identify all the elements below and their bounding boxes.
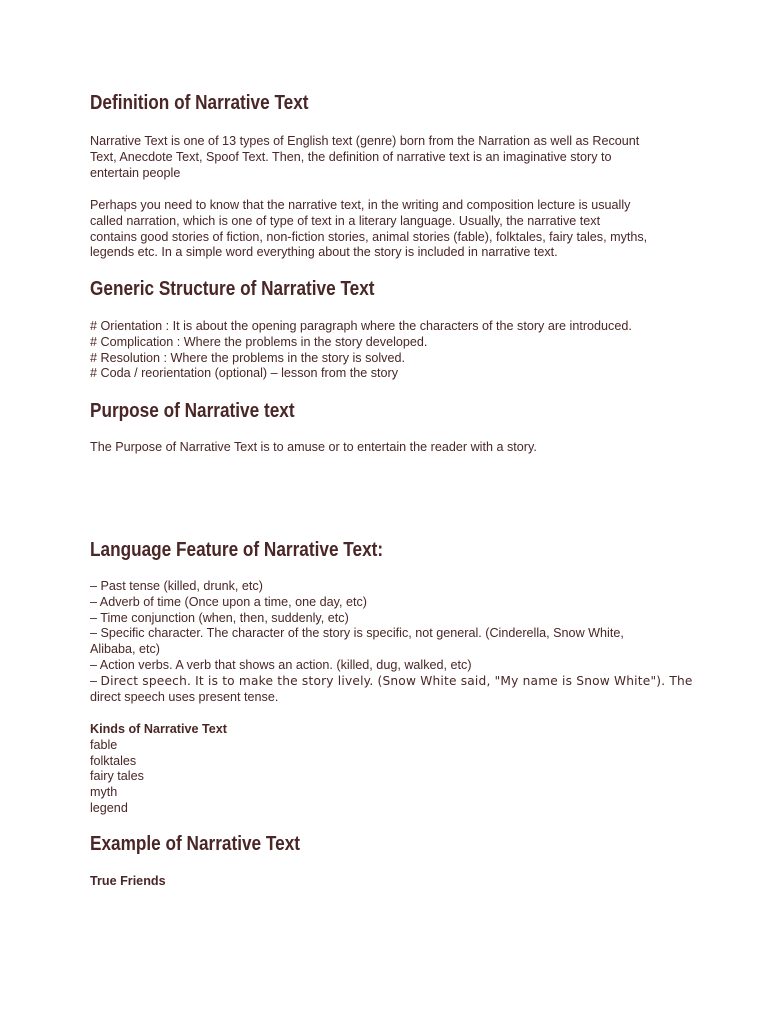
heading-definition: Definition of Narrative Text bbox=[90, 92, 309, 114]
kinds-title: Kinds of Narrative Text bbox=[90, 722, 227, 736]
language-feature-list bbox=[90, 579, 693, 705]
kind-item: myth bbox=[90, 785, 118, 800]
story-title-block bbox=[90, 874, 686, 890]
list-item-direct-speech bbox=[90, 673, 693, 690]
dash-prefix: – bbox=[90, 673, 101, 688]
text-line: called narration, which is one of type of text in a literary language. Usually, the narrative text bbox=[90, 213, 601, 228]
list-item: – Specific character. The character of the story is specific, not general. (Cinderella, Snow White, bbox=[90, 626, 624, 641]
list-item: Alibaba, etc) bbox=[90, 642, 161, 657]
text-line: Text, Anecdote Text, Spoof Text. Then, the definition of narrative text is an imaginative story to bbox=[90, 149, 612, 164]
kind-item: folktales bbox=[90, 753, 137, 768]
kind-item: fairy tales bbox=[90, 769, 144, 784]
text-line: Perhaps you need to know that the narrative text, in the writing and composition lecture is usually bbox=[90, 198, 631, 212]
story-title: True Friends bbox=[90, 874, 166, 888]
text-line: Narrative Text is one of 13 types of English text (genre) born from the Narration as well as Recount bbox=[90, 134, 640, 148]
list-item: – Past tense (killed, drunk, etc) bbox=[90, 579, 263, 593]
kinds-block bbox=[90, 722, 686, 817]
list-item: # Complication : Where the problems in the story developed. bbox=[90, 334, 428, 349]
list-item: – Time conjunction (when, then, suddenly, etc) bbox=[90, 610, 349, 625]
purpose-paragraph bbox=[90, 440, 686, 456]
generic-structure-list bbox=[90, 319, 686, 382]
direct-speech-text: Direct speech. It is to make the story lively. (Snow White said, "My name is Snow White"). The bbox=[100, 673, 693, 688]
kind-item: legend bbox=[90, 800, 128, 815]
list-item: # Orientation : It is about the opening paragraph where the characters of the story are introduced. bbox=[90, 319, 632, 333]
text-line: contains good stories of fiction, non-fiction stories, animal stories (fable), folktales, fairy tales, myths, bbox=[90, 229, 648, 244]
heading-purpose: Purpose of Narrative text bbox=[90, 400, 295, 422]
text-line: legends etc. In a simple word everything about the story is included in narrative text. bbox=[90, 245, 558, 260]
list-item: direct speech uses present tense. bbox=[90, 689, 279, 704]
definition-paragraph-1 bbox=[90, 134, 686, 181]
list-item: – Action verbs. A verb that shows an action. (killed, dug, walked, etc) bbox=[90, 657, 472, 672]
heading-language-feature: Language Feature of Narrative Text: bbox=[90, 539, 384, 561]
list-item: # Resolution : Where the problems in the story is solved. bbox=[90, 350, 405, 365]
definition-paragraph-2 bbox=[90, 198, 686, 261]
text-line: The Purpose of Narrative Text is to amuse or to entertain the reader with a story. bbox=[90, 440, 537, 454]
list-item: – Adverb of time (Once upon a time, one day, etc) bbox=[90, 594, 367, 609]
text-line: entertain people bbox=[90, 165, 181, 180]
list-item: # Coda / reorientation (optional) – lesson from the story bbox=[90, 366, 399, 381]
heading-generic-structure: Generic Structure of Narrative Text bbox=[90, 278, 375, 300]
kind-item: fable bbox=[90, 737, 118, 752]
heading-example: Example of Narrative Text bbox=[90, 833, 300, 855]
